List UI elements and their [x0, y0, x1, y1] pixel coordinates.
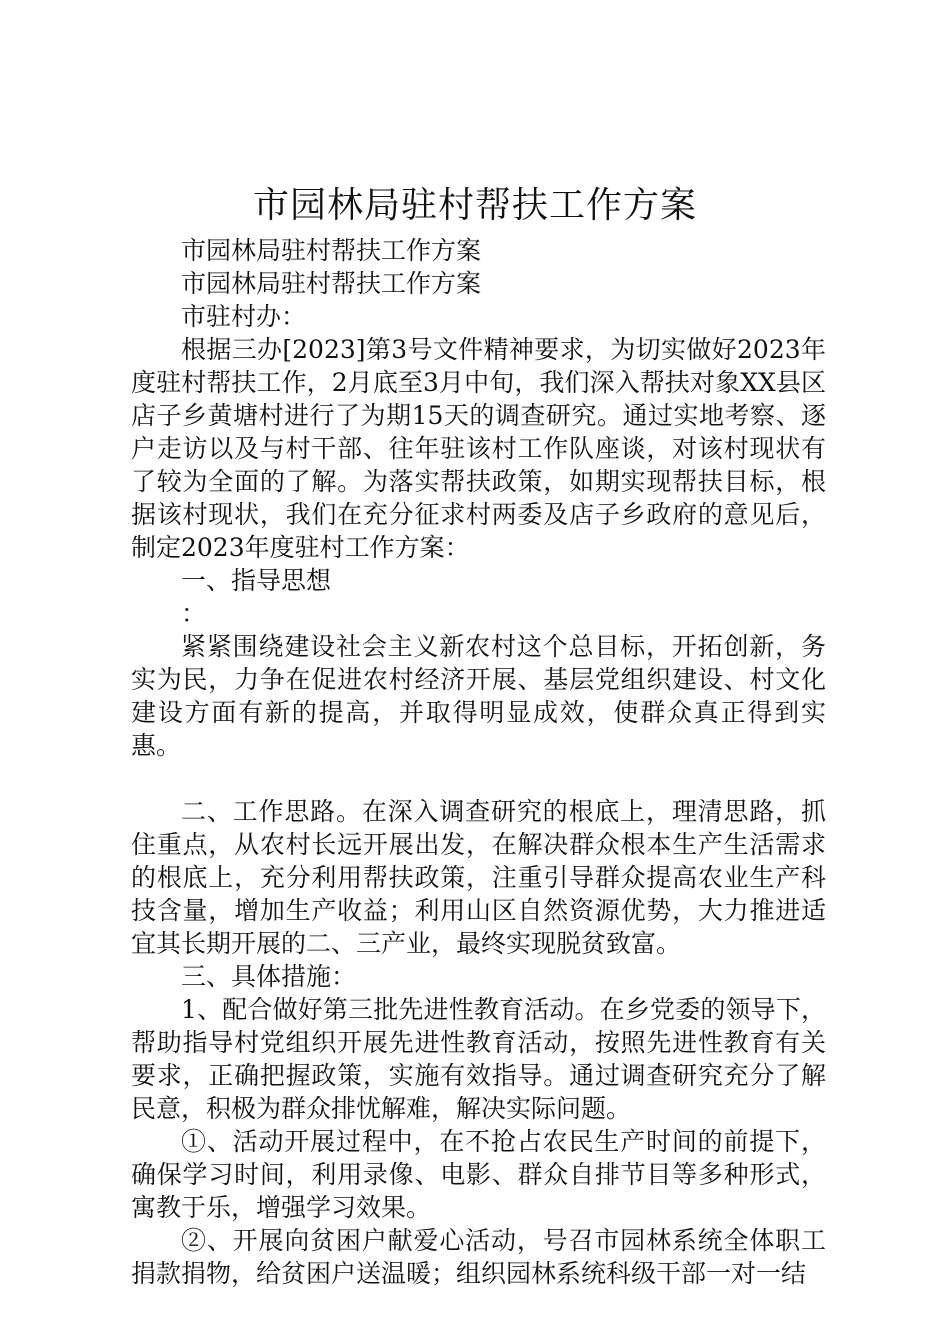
paragraph-subtitle-2: 市园林局驻村帮扶工作方案	[181, 269, 482, 298]
heading-guiding-thought: 一、指导思想	[181, 566, 332, 595]
paragraph-work-approach: 二、工作思路。在深入调查研究的根底上，理清思路，抓住重点，从农村长远开展出发，在解决群众根本生产生活需求的根底上，充分利用帮扶政策，注重引导群众提高农业生产科技含量，增加生产收益；利用山区自然资源优势，大力推进适宜其长期开展的二、三产业，最终实现脱贫致富。	[131, 797, 826, 958]
paragraph-intro: 根据三办[2023]第3号文件精神要求，为切实做好2023年度驻村帮扶工作，2月底至3月中旬，我们深入帮扶对象XX县区店子乡黄塘村进行了为期15天的调查研究。通过实地考察、逐户走访以及与村干部、往年驻该村工作队座谈，对该村现状有了较为全面的了解。为落实帮扶政策，如期实现帮扶目标，根据该村现状，我们在充分征求村两委及店子乡政府的意见后，制定2023年度驻村工作方案：	[131, 335, 826, 562]
paragraph-colon: ：	[181, 599, 207, 628]
document-title: 市园林局驻村帮扶工作方案	[252, 185, 697, 226]
heading-measures: 三、具体措施：	[181, 962, 357, 991]
document-body	[131, 234, 826, 1290]
paragraph-subtitle-1: 市园林局驻村帮扶工作方案	[181, 236, 482, 265]
paragraph-measure-1-a: ①、活动开展过程中，在不抢占农民生产时间的前提下，确保学习时间，利用录像、电影、群众自排节目等多种形式，寓教于乐，增强学习效果。	[131, 1127, 826, 1222]
paragraph-measure-1-b: ②、开展向贫困户献爱心活动，号召市园林系统全体职工捐款捐物，给贫困户送温暖；组织园林系统科级干部一对一结	[131, 1226, 826, 1288]
paragraph-measure-1: 1、配合做好第三批先进性教育活动。在乡党委的领导下，帮助指导村党组织开展先进性教育活动，按照先进性教育有关要求，正确把握政策，实施有效指导。通过调查研究充分了解民意，积极为群众排忧解难，解决实际问题。	[131, 995, 826, 1123]
paragraph-addressee: 市驻村办：	[181, 302, 307, 331]
paragraph-guiding-thought: 紧紧围绕建设社会主义新农村这个总目标，开拓创新，务实为民，力争在促进农村经济开展、基层党组织建设、村文化建设方面有新的提高，并取得明显成效，使群众真正得到实惠。	[131, 632, 826, 760]
